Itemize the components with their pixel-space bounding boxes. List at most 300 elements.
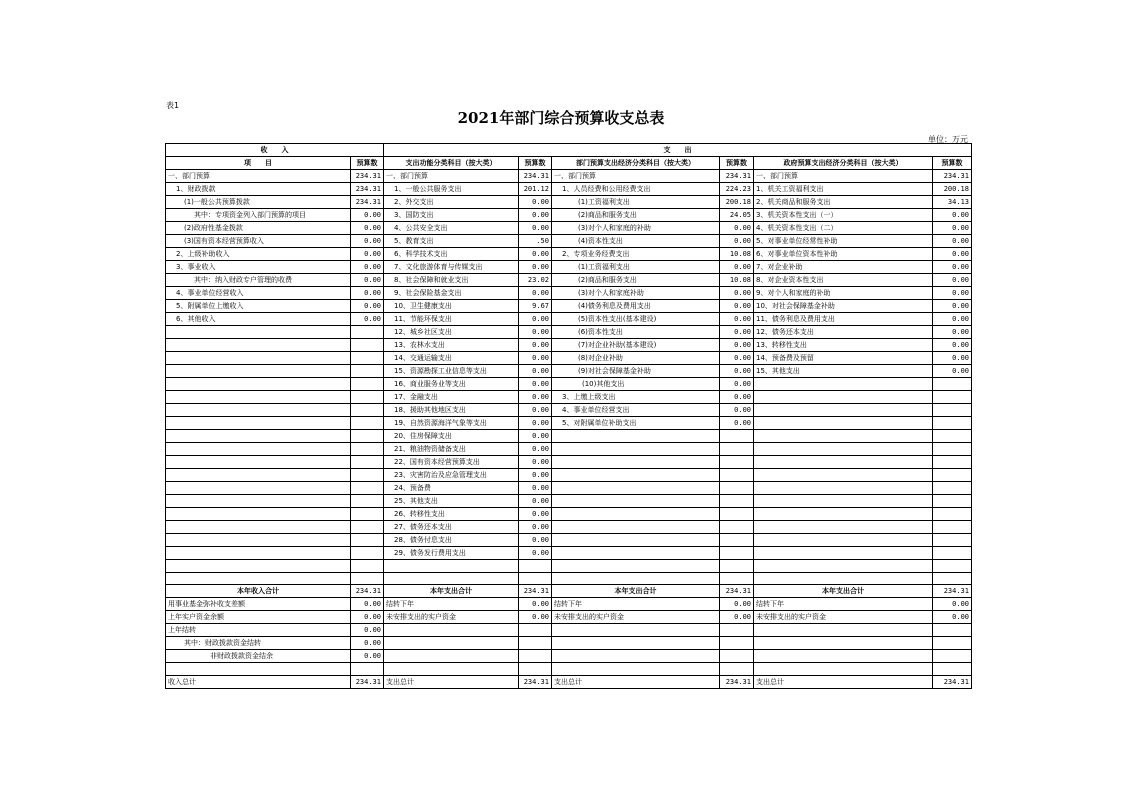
item-cell: [552, 521, 720, 534]
item-cell: (1)工资福利支出: [552, 196, 720, 209]
item-cell: 10、卫生健康支出: [384, 300, 519, 313]
amount-cell: [933, 508, 972, 521]
col-item-header: 项 目: [166, 157, 351, 170]
amount-cell: 0.00: [933, 222, 972, 235]
amount-cell: [351, 521, 384, 534]
amount-cell: 0.00: [519, 469, 552, 482]
amount-cell: [351, 391, 384, 404]
amount-cell: 0.00: [519, 508, 552, 521]
item-cell: 3、上缴上级支出: [552, 391, 720, 404]
item-cell: (3)国有资本经营预算收入: [166, 235, 351, 248]
col-amount-header: 预算数: [720, 157, 754, 170]
amount-cell: [933, 572, 972, 585]
amount-cell: [933, 378, 972, 391]
amount-cell: [351, 469, 384, 482]
amount-cell: [933, 482, 972, 495]
amount-cell: [351, 378, 384, 391]
table-row: [166, 313, 972, 326]
item-cell: 本年支出合计: [754, 585, 933, 598]
item-cell: [166, 456, 351, 469]
item-cell: 14、预备费及预留: [754, 352, 933, 365]
item-cell: 3、事业收入: [166, 261, 351, 274]
amount-cell: [351, 365, 384, 378]
amount-cell: [519, 650, 552, 663]
item-cell: 一、部门预算: [552, 170, 720, 183]
amount-cell: 0.00: [933, 313, 972, 326]
item-cell: 15、资源勘探工业信息等支出: [384, 365, 519, 378]
amount-cell: [351, 339, 384, 352]
item-cell: [552, 650, 720, 663]
amount-cell: 0.00: [519, 547, 552, 560]
item-cell: 2、专项业务经费支出: [552, 248, 720, 261]
unit-label: 单位：万元: [928, 135, 968, 144]
item-cell: [754, 391, 933, 404]
amount-cell: 0.00: [351, 300, 384, 313]
amount-cell: 0.00: [933, 287, 972, 300]
item-cell: [166, 469, 351, 482]
amount-cell: 234.31: [351, 170, 384, 183]
item-cell: [552, 547, 720, 560]
item-cell: 19、自然资源海洋气象等支出: [384, 417, 519, 430]
item-cell: [552, 469, 720, 482]
amount-cell: [720, 521, 754, 534]
item-cell: [754, 572, 933, 585]
col-amount-header: 预算数: [933, 157, 972, 170]
table-row: [166, 469, 972, 482]
amount-cell: 10.08: [720, 274, 754, 287]
item-cell: [754, 547, 933, 560]
amount-cell: 0.00: [519, 261, 552, 274]
amount-cell: [933, 417, 972, 430]
table-row: [166, 326, 972, 339]
amount-cell: [933, 650, 972, 663]
item-cell: 8、社会保障和就业支出: [384, 274, 519, 287]
item-cell: 11、节能环保支出: [384, 313, 519, 326]
amount-cell: 0.00: [519, 443, 552, 456]
amount-cell: [933, 404, 972, 417]
amount-cell: .50: [519, 235, 552, 248]
amount-cell: 0.00: [933, 274, 972, 287]
table-row: [166, 637, 972, 650]
amount-cell: [351, 663, 384, 676]
item-cell: [166, 430, 351, 443]
item-cell: 26、转移性支出: [384, 508, 519, 521]
amount-cell: 0.00: [351, 235, 384, 248]
table-row: [166, 339, 972, 352]
item-cell: 上年结转: [166, 624, 351, 637]
item-cell: 9、社会保险基金支出: [384, 287, 519, 300]
amount-cell: 234.31: [933, 585, 972, 598]
item-cell: 17、金融支出: [384, 391, 519, 404]
amount-cell: [351, 443, 384, 456]
table-row: [166, 300, 972, 313]
item-cell: (4)债务利息及费用支出: [552, 300, 720, 313]
amount-cell: 0.00: [351, 261, 384, 274]
item-cell: 其中：财政拨款资金结转: [166, 637, 351, 650]
amount-cell: 0.00: [933, 235, 972, 248]
item-cell: [384, 572, 519, 585]
item-cell: 1、机关工资福利支出: [754, 183, 933, 196]
amount-cell: [720, 430, 754, 443]
item-cell: [166, 482, 351, 495]
amount-cell: [933, 547, 972, 560]
amount-cell: 0.00: [720, 261, 754, 274]
amount-cell: [720, 508, 754, 521]
amount-cell: 234.31: [519, 170, 552, 183]
col-gov-econ-header: 政府预算支出经济分类科目（按大类）: [754, 157, 933, 170]
item-cell: [552, 560, 720, 573]
amount-cell: 0.00: [519, 598, 552, 611]
amount-cell: 0.00: [519, 482, 552, 495]
item-cell: [166, 378, 351, 391]
table-row: [166, 235, 972, 248]
amount-cell: 201.12: [519, 183, 552, 196]
amount-cell: [933, 391, 972, 404]
item-cell: [166, 417, 351, 430]
item-cell: 25、其他支出: [384, 495, 519, 508]
amount-cell: 0.00: [720, 222, 754, 235]
item-cell: 3、机关资本性支出（一）: [754, 209, 933, 222]
item-cell: 5、教育支出: [384, 235, 519, 248]
page-title: 2021年部门综合预算收支总表: [457, 109, 665, 127]
item-cell: [384, 637, 519, 650]
item-cell: [552, 456, 720, 469]
table-row: [166, 170, 972, 183]
item-cell: [754, 521, 933, 534]
amount-cell: [933, 637, 972, 650]
table-row: [166, 495, 972, 508]
amount-cell: [933, 495, 972, 508]
item-cell: 18、援助其他地区支出: [384, 404, 519, 417]
amount-cell: [720, 456, 754, 469]
item-cell: [552, 663, 720, 676]
table-row: [166, 611, 972, 624]
amount-cell: 0.00: [933, 352, 972, 365]
item-cell: (2)商品和服务支出: [552, 274, 720, 287]
item-cell: 其中：纳入财政专户管理的收费: [166, 274, 351, 287]
table-row: [166, 482, 972, 495]
item-cell: [166, 352, 351, 365]
item-cell: 1、一般公共服务支出: [384, 183, 519, 196]
item-cell: (3)对个人和家庭补助: [552, 287, 720, 300]
amount-cell: 0.00: [351, 287, 384, 300]
col-dept-econ-header: 部门预算支出经济分类科目（按大类）: [552, 157, 720, 170]
amount-cell: 0.00: [351, 209, 384, 222]
table-row: [166, 417, 972, 430]
item-cell: 支出总计: [384, 675, 519, 688]
item-cell: 其中：专项资金列入部门预算的项目: [166, 209, 351, 222]
amount-cell: 0.00: [519, 209, 552, 222]
amount-cell: 0.00: [351, 222, 384, 235]
amount-cell: 234.31: [720, 675, 754, 688]
amount-cell: 234.31: [933, 675, 972, 688]
amount-cell: [351, 482, 384, 495]
item-cell: 支出总计: [552, 675, 720, 688]
item-cell: 12、城乡社区支出: [384, 326, 519, 339]
item-cell: 1、财政拨款: [166, 183, 351, 196]
item-cell: 7、文化旅游体育与传媒支出: [384, 261, 519, 274]
empty-row: [166, 560, 972, 573]
item-cell: 本年支出合计: [552, 585, 720, 598]
item-cell: [754, 534, 933, 547]
item-cell: [552, 430, 720, 443]
item-cell: 4、公共安全支出: [384, 222, 519, 235]
item-cell: [754, 650, 933, 663]
item-cell: [166, 534, 351, 547]
item-cell: [384, 624, 519, 637]
item-cell: 一、部门预算: [166, 170, 351, 183]
amount-cell: 234.31: [351, 183, 384, 196]
item-cell: [754, 404, 933, 417]
item-cell: [552, 482, 720, 495]
table-row: [166, 456, 972, 469]
item-cell: 13、转移性支出: [754, 339, 933, 352]
item-cell: [166, 326, 351, 339]
item-cell: (9)对社会保障基金补助: [552, 365, 720, 378]
item-cell: [754, 469, 933, 482]
item-cell: (2)政府性基金拨款: [166, 222, 351, 235]
table-row: [166, 430, 972, 443]
amount-cell: [933, 469, 972, 482]
amount-cell: 0.00: [519, 248, 552, 261]
amount-cell: 0.00: [933, 261, 972, 274]
amount-cell: [351, 326, 384, 339]
item-cell: (3)对个人和家庭的补助: [552, 222, 720, 235]
empty-row: [166, 572, 972, 585]
table-row: [166, 404, 972, 417]
amount-cell: 0.00: [933, 598, 972, 611]
amount-cell: [519, 560, 552, 573]
amount-cell: [720, 560, 754, 573]
item-cell: 2、外交支出: [384, 196, 519, 209]
amount-cell: 234.31: [519, 585, 552, 598]
item-cell: [166, 572, 351, 585]
item-cell: [166, 547, 351, 560]
item-cell: (8)对企业补助: [552, 352, 720, 365]
item-cell: 5、对事业单位经常性补助: [754, 235, 933, 248]
amount-cell: [720, 495, 754, 508]
table-row: [166, 222, 972, 235]
totals-row: [166, 585, 972, 598]
item-cell: 13、农林水支出: [384, 339, 519, 352]
amount-cell: [351, 352, 384, 365]
amount-cell: 0.00: [720, 352, 754, 365]
amount-cell: 0.00: [720, 391, 754, 404]
item-cell: [754, 495, 933, 508]
item-cell: [166, 663, 351, 676]
item-cell: 8、对企业资本性支出: [754, 274, 933, 287]
item-cell: [754, 637, 933, 650]
item-cell: [754, 430, 933, 443]
item-cell: 6、科学技术支出: [384, 248, 519, 261]
amount-cell: 0.00: [720, 235, 754, 248]
item-cell: 9、对个人和家庭的补助: [754, 287, 933, 300]
table-row: [166, 287, 972, 300]
table-row: [166, 547, 972, 560]
item-cell: (1)一般公共预算拨款: [166, 196, 351, 209]
amount-cell: [720, 663, 754, 676]
item-cell: 28、债务付息支出: [384, 534, 519, 547]
item-cell: 5、对附属单位补助支出: [552, 417, 720, 430]
item-cell: 结转下年: [754, 598, 933, 611]
table-row: [166, 274, 972, 287]
amount-cell: 0.00: [720, 378, 754, 391]
amount-cell: 0.00: [519, 326, 552, 339]
amount-cell: 0.00: [519, 339, 552, 352]
col-amount-header: 预算数: [519, 157, 552, 170]
item-cell: (6)资本性支出: [552, 326, 720, 339]
grand-total-row: [166, 675, 972, 688]
item-cell: [552, 637, 720, 650]
amount-cell: 0.00: [720, 300, 754, 313]
table-row: [166, 534, 972, 547]
item-cell: [166, 391, 351, 404]
item-cell: [166, 521, 351, 534]
amount-cell: 0.00: [519, 365, 552, 378]
table-row: [166, 261, 972, 274]
amount-cell: [351, 508, 384, 521]
amount-cell: 10.08: [720, 248, 754, 261]
table-row: [166, 365, 972, 378]
amount-cell: [351, 456, 384, 469]
item-cell: (10)其他支出: [552, 378, 720, 391]
budget-table: [165, 143, 972, 689]
amount-cell: 0.00: [519, 495, 552, 508]
table-row: [166, 352, 972, 365]
amount-cell: [519, 637, 552, 650]
table-row: [166, 521, 972, 534]
amount-cell: 0.00: [519, 417, 552, 430]
amount-cell: [933, 560, 972, 573]
item-cell: 本年支出合计: [384, 585, 519, 598]
item-cell: 2、上级补助收入: [166, 248, 351, 261]
item-cell: 1、人员经费和公用经费支出: [552, 183, 720, 196]
table-tag: 表1: [166, 101, 180, 110]
table-row: [166, 196, 972, 209]
amount-cell: 0.00: [351, 274, 384, 287]
amount-cell: 0.00: [720, 313, 754, 326]
item-cell: 用事业基金弥补收支差额: [166, 598, 351, 611]
amount-cell: 0.00: [720, 417, 754, 430]
amount-cell: [720, 650, 754, 663]
item-cell: 22、国有资本经营预算支出: [384, 456, 519, 469]
item-cell: [754, 456, 933, 469]
amount-cell: [933, 624, 972, 637]
amount-cell: 0.00: [933, 209, 972, 222]
item-cell: 非财政拨款资金结余: [166, 650, 351, 663]
item-cell: [754, 663, 933, 676]
item-cell: (7)对企业补助(基本建设): [552, 339, 720, 352]
amount-cell: 0.00: [933, 248, 972, 261]
amount-cell: 34.13: [933, 196, 972, 209]
item-cell: (4)资本性支出: [552, 235, 720, 248]
amount-cell: 0.00: [519, 456, 552, 469]
item-cell: [384, 650, 519, 663]
amount-cell: [933, 521, 972, 534]
table-row: [166, 248, 972, 261]
item-cell: 7、对企业补助: [754, 261, 933, 274]
item-cell: [754, 560, 933, 573]
amount-cell: 0.00: [933, 611, 972, 624]
amount-cell: 0.00: [519, 521, 552, 534]
table-row: [166, 443, 972, 456]
item-cell: 3、国防支出: [384, 209, 519, 222]
amount-cell: [720, 534, 754, 547]
income-header: 收 入: [166, 144, 384, 157]
item-cell: [552, 572, 720, 585]
amount-cell: 0.00: [519, 313, 552, 326]
col-amount-header: 预算数: [351, 157, 384, 170]
amount-cell: [519, 663, 552, 676]
table-row: [166, 391, 972, 404]
table-row: [166, 209, 972, 222]
item-cell: [384, 560, 519, 573]
amount-cell: [933, 430, 972, 443]
item-cell: [754, 417, 933, 430]
amount-cell: 200.18: [933, 183, 972, 196]
amount-cell: 200.18: [720, 196, 754, 209]
amount-cell: [519, 572, 552, 585]
amount-cell: [351, 430, 384, 443]
item-cell: 未安排支出的实户资金: [552, 611, 720, 624]
amount-cell: [720, 624, 754, 637]
amount-cell: 234.31: [933, 170, 972, 183]
item-cell: 本年收入合计: [166, 585, 351, 598]
item-cell: (2)商品和服务支出: [552, 209, 720, 222]
item-cell: 11、债务利息及费用支出: [754, 313, 933, 326]
table-row: [166, 650, 972, 663]
item-cell: [754, 378, 933, 391]
item-cell: 23、灾害防治及应急管理支出: [384, 469, 519, 482]
amount-cell: [720, 482, 754, 495]
amount-cell: 0.00: [720, 339, 754, 352]
item-cell: 4、事业单位经营支出: [552, 404, 720, 417]
item-cell: [166, 443, 351, 456]
amount-cell: [519, 624, 552, 637]
amount-cell: 0.00: [351, 598, 384, 611]
amount-cell: 0.00: [351, 313, 384, 326]
item-cell: [552, 508, 720, 521]
item-cell: 12、债务还本支出: [754, 326, 933, 339]
item-cell: (5)资本性支出(基本建设): [552, 313, 720, 326]
amount-cell: 0.00: [720, 404, 754, 417]
amount-cell: 0.00: [720, 365, 754, 378]
amount-cell: [351, 495, 384, 508]
table-row: [166, 183, 972, 196]
amount-cell: 0.00: [720, 598, 754, 611]
item-cell: [552, 624, 720, 637]
item-cell: 16、商业服务业等支出: [384, 378, 519, 391]
item-cell: 5、附属单位上缴收入: [166, 300, 351, 313]
amount-cell: 0.00: [720, 287, 754, 300]
item-cell: 6、对事业单位资本性补助: [754, 248, 933, 261]
item-cell: 未安排支出的实户资金: [384, 611, 519, 624]
item-cell: 2、机关商品和服务支出: [754, 196, 933, 209]
amount-cell: [351, 547, 384, 560]
amount-cell: 234.31: [519, 675, 552, 688]
item-cell: 6、其他收入: [166, 313, 351, 326]
amount-cell: 0.00: [933, 339, 972, 352]
item-cell: [166, 495, 351, 508]
amount-cell: [351, 534, 384, 547]
item-cell: [166, 404, 351, 417]
item-cell: (1)工资福利支出: [552, 261, 720, 274]
amount-cell: [933, 456, 972, 469]
item-cell: [166, 365, 351, 378]
amount-cell: [720, 572, 754, 585]
item-cell: 一、部门预算: [754, 170, 933, 183]
amount-cell: [720, 547, 754, 560]
